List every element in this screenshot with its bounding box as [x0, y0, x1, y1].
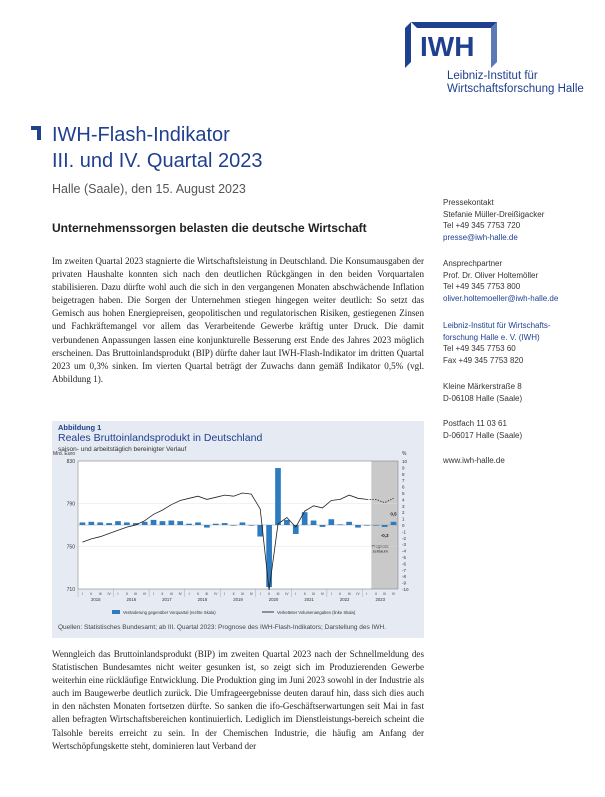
- contact-person-block: [443, 258, 558, 304]
- quarter-label: III: [383, 592, 387, 596]
- quarter-label: I: [295, 592, 297, 596]
- right-tick-label: 10: [402, 459, 408, 464]
- bar-change: [222, 523, 228, 525]
- bar-change: [124, 522, 130, 525]
- logo-name-line1: Leibniz-Institut für: [447, 70, 538, 82]
- right-tick-label: -6: [402, 561, 407, 567]
- left-tick-label: 750: [66, 544, 75, 551]
- bar-change: [88, 522, 94, 525]
- po-box: Postfach 11 03 61: [443, 419, 507, 428]
- gdp-chart: [52, 439, 424, 619]
- left-axis-label: Mrd. Euro: [53, 451, 75, 457]
- title-mark-icon: [31, 126, 41, 140]
- bar-change: [337, 524, 343, 525]
- bar-change: [284, 520, 290, 525]
- quarter-label: III: [312, 592, 315, 596]
- quarter-label: III: [241, 592, 244, 596]
- logo-name-line2: Wirtschaftsforschung Halle: [447, 83, 584, 95]
- right-tick-label: -5: [402, 555, 407, 560]
- right-axis-label: %: [402, 451, 407, 457]
- forecast-label-2: zeitraum: [372, 548, 388, 554]
- year-label: 2018: [197, 597, 208, 602]
- bar-change: [391, 522, 397, 525]
- quarter-label: II: [197, 592, 199, 596]
- address-street: Kleine Märkerstraße 8: [443, 382, 522, 391]
- year-label: 2023: [375, 597, 386, 602]
- right-tick-label: 8: [402, 471, 405, 477]
- bar-change: [275, 468, 281, 525]
- bar-change: [355, 525, 361, 528]
- quarter-label: IV: [391, 592, 396, 596]
- bar-change: [160, 521, 166, 525]
- quarter-label: II: [268, 592, 271, 596]
- quarter-label: IV: [285, 592, 289, 596]
- right-tick-label: 1: [402, 516, 405, 522]
- right-tick-label: 7: [402, 478, 405, 484]
- quarter-label: IV: [214, 592, 218, 596]
- po-box-block: [443, 418, 522, 441]
- release-date: Halle (Saale), den 15. August 2023: [52, 182, 246, 196]
- right-tick-label: 3: [402, 503, 405, 509]
- press-mail-link[interactable]: presse@iwh-halle.de: [443, 232, 518, 242]
- right-tick-label: 9: [402, 465, 405, 471]
- iwh-logo: [405, 22, 595, 102]
- figure-1: [52, 421, 424, 638]
- press-tel: Tel +49 345 7753 720: [443, 221, 521, 231]
- figure-title: Reales Bruttoinlandsprodukt in Deutschland: [58, 432, 263, 444]
- bar-change: [177, 521, 183, 525]
- right-tick-label: -1: [402, 529, 407, 535]
- bar-change: [151, 520, 157, 525]
- press-title: Pressekontakt: [443, 198, 494, 207]
- left-tick-label: 790: [66, 501, 75, 508]
- institute-tel: Tel +49 345 7753 60: [443, 344, 516, 354]
- quarter-label: I: [330, 592, 332, 596]
- institute-block: [443, 320, 551, 366]
- right-tick-label: 5: [402, 491, 405, 496]
- left-tick-label: 710: [66, 587, 75, 593]
- quarter-label: I: [224, 592, 226, 596]
- bar-change: [382, 525, 388, 527]
- quarter-label: IV: [107, 592, 111, 596]
- right-tick-label: -8: [402, 574, 407, 580]
- bar-change: [106, 523, 112, 525]
- right-tick-label: -4: [402, 548, 407, 554]
- quarter-label: II: [125, 592, 128, 596]
- title-line2: III. und IV. Quartal 2023: [52, 150, 263, 172]
- institute-fax: Fax +49 345 7753 820: [443, 355, 524, 365]
- quarter-label: I: [259, 592, 261, 596]
- bar-change: [97, 522, 103, 525]
- quarter-label: I: [81, 592, 83, 596]
- quarter-label: IV: [320, 592, 325, 596]
- address-block: [443, 381, 522, 404]
- contact-name: Prof. Dr. Oliver Holtemöller: [443, 270, 539, 280]
- bar-change: [373, 525, 379, 526]
- forecast-label: Prognose: [371, 543, 389, 549]
- year-label: 2016: [126, 597, 137, 602]
- bar-change: [168, 521, 174, 525]
- quarter-label: III: [98, 592, 102, 596]
- bar-change: [204, 525, 210, 528]
- year-label: 2022: [339, 597, 350, 602]
- press-name: Stefanie Müller-Dreißigacker: [443, 209, 545, 219]
- quarter-label: II: [374, 592, 377, 596]
- bar-change: [346, 522, 352, 525]
- contact-title: Ansprechpartner: [443, 259, 503, 268]
- right-tick-label: 0: [402, 523, 405, 528]
- figure-label: Abbildung 1: [58, 423, 102, 432]
- bar-change: [80, 522, 86, 525]
- quarter-label: IV: [356, 592, 360, 596]
- bar-change: [213, 524, 219, 525]
- bar-change: [186, 524, 192, 525]
- year-label: 2017: [162, 597, 172, 602]
- quarter-label: II: [90, 592, 93, 596]
- legend-bar-label: Veränderung gegenüber Vorquartal (rechte Skala): [123, 610, 216, 615]
- right-tick-label: 4: [402, 497, 405, 503]
- year-label: 2015: [90, 597, 101, 602]
- quarter-label: III: [347, 592, 351, 596]
- quarter-label: II: [339, 592, 342, 596]
- quarter-label: I: [366, 592, 368, 596]
- bar-change: [364, 525, 370, 526]
- right-tick-label: -2: [402, 535, 407, 541]
- quarter-label: III: [276, 592, 280, 596]
- right-tick-label: 2: [402, 510, 405, 516]
- contact-tel: Tel +49 345 7753 800: [443, 282, 521, 292]
- legend-line-label: Verketteter Volumenangaben (linke Skala): [277, 610, 356, 615]
- paragraph-2: Wenngleich das Bruttoinlandsprodukt (BIP) im zweiten Quartal 2023 nach der Schnellmeldung des Statistischen Bundesamtes nicht weiter gesunken ist, so zeigt sich im Produzierenden Gewerbe weiterhin eine rückläufige Entwicklung. Die Produktion ging im Juni 2023 sowohl in der Industrie als auch im Baugewerbe deutlich zurück. Die Umfrageergebnisse deuten darauf hin, dass sich dies auch in den nächsten Monaten fortsetzen dürfte. So sanken die ifo-Geschäftserwartungen seit Mai in fast allen befragten Wirtschaftsbereichen kontinuierlich. Lediglich im Dienstleistungs-bereich scheint die Talsohle bereits erreicht zu sein. In der Chemischen Industrie, die häufig am Anfang der Wertschöpfungskette steht, dominieren laut Verband der: [52, 649, 424, 751]
- bar-change: [320, 525, 326, 527]
- quarter-label: III: [134, 592, 138, 596]
- quarter-label: III: [205, 592, 209, 596]
- iwh-logo-mark-icon: [405, 22, 497, 68]
- quarter-label: II: [303, 592, 306, 596]
- annotation-q3: -0,3: [380, 533, 389, 539]
- quarter-label: I: [153, 592, 155, 596]
- bar-change: [231, 525, 237, 526]
- legend-bar-swatch: [112, 610, 120, 614]
- website-link[interactable]: www.iwh-halle.de: [443, 456, 505, 465]
- bar-change: [311, 521, 317, 525]
- right-tick-label: -7: [402, 567, 407, 573]
- quarter-label: I: [117, 592, 119, 596]
- figure-subtitle: saison- und arbeitstäglich bereinigter Verlauf: [58, 446, 187, 453]
- contact-mail-link[interactable]: oliver.holtemoeller@iwh-halle.de: [443, 293, 559, 303]
- quarter-label: IV: [143, 592, 147, 596]
- quarter-label: IV: [249, 592, 253, 596]
- left-tick-label: 830: [66, 459, 75, 465]
- year-label: 2019: [233, 597, 243, 602]
- address-city: D-06108 Halle (Saale): [443, 393, 523, 403]
- logo-letters: IWH: [420, 31, 475, 62]
- quarter-label: II: [232, 592, 235, 596]
- institute-line2: forschung Halle e. V. (IWH): [443, 332, 540, 342]
- right-tick-label: 6: [402, 484, 405, 490]
- title-line1: IWH-Flash-Indikator: [52, 124, 230, 146]
- right-tick-label: -3: [402, 542, 407, 548]
- figure-source: Quellen: Statistisches Bundesamt; ab III. Quartal 2023: Prognose des IWH-Flash-Indikators; Darstellung des IWH.: [58, 624, 387, 631]
- right-tick-label: -9: [402, 580, 407, 586]
- bar-change: [248, 525, 254, 526]
- annotation-q4: 0,5: [390, 511, 397, 517]
- press-contact-block: [443, 197, 544, 243]
- bar-change: [195, 522, 201, 525]
- quarter-label: II: [161, 592, 164, 596]
- paragraph-1: Im zweiten Quartal 2023 stagnierte die Wirtschaftsleistung in Deutschland. Die Konsumausgaben der privaten Haushalte konnten sich nach den deutlichen Rückgängen in den beiden Vorquartalen stabilisieren. Dazu dürfte wohl auch die sich in den vergangenen Monaten abschwächende Inflation beigetragen haben. Die Sorgen der Unternehmen stiegen hingegen weiter deutlich: So setzt das Gemisch aus hohen Energiepreisen, geopolitischen und regulatorischen Risiken, gestiegenen Zinsen und Fachkräftemangel vor allem das Verarbeitende Gewerbe kräftig unter Druck. Die damit verbundenen Anpassungen lassen eine konjunkturelle Besserung erst Ende des Jahres 2023 möglich erscheinen. Das Bruttoinlandsprodukt (BIP) dürfte daher laut IWH-Flash-Indikator im dritten Quartal 2023 um 0,3% sinken. Im vierten Quartal beträgt der Zuwachs dann gemäß Indikator 0,5% (vgl. Abbildung 1).: [52, 256, 424, 384]
- po-city: D-06017 Halle (Saale): [443, 430, 523, 440]
- institute-line1: Leibniz-Institut für Wirtschafts-: [443, 321, 551, 330]
- quarter-label: I: [188, 592, 190, 596]
- right-tick-label: -10: [402, 587, 409, 592]
- quarter-label: IV: [178, 592, 182, 596]
- year-label: 2020: [268, 597, 279, 602]
- bar-change: [142, 522, 148, 525]
- year-label: 2021: [304, 597, 314, 602]
- bar-change: [328, 519, 334, 525]
- bar-change: [115, 521, 121, 525]
- headline: Unternehmenssorgen belasten die deutsche Wirtschaft: [52, 221, 367, 235]
- page-title: [52, 122, 263, 174]
- quarter-label: III: [169, 592, 173, 596]
- bar-change: [240, 522, 246, 525]
